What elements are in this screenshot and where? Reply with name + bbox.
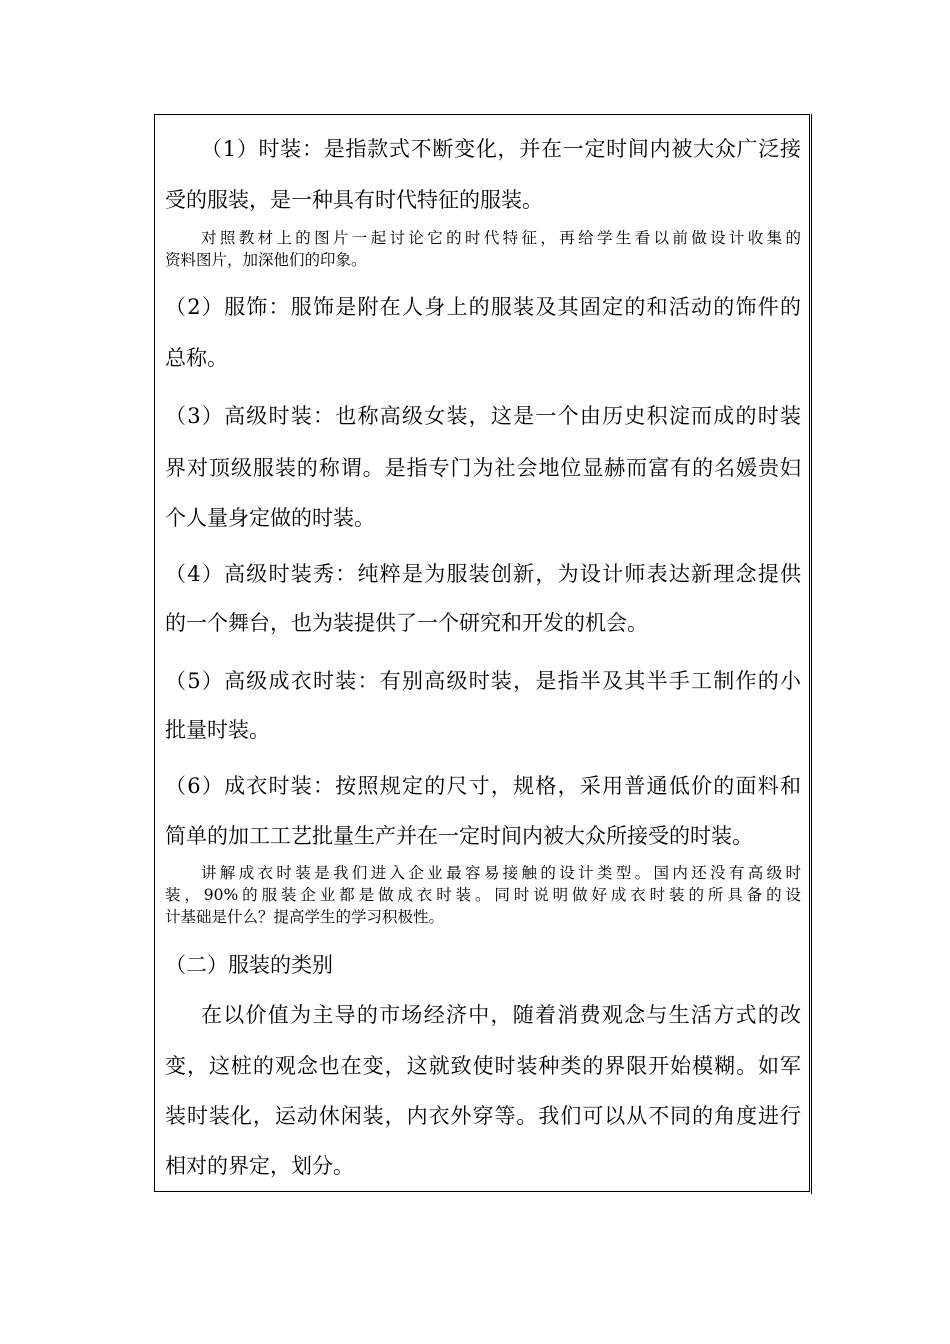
paragraph-accessories-line-1: （2）服饰：服饰是附在人身上的服装及其固定的和活动的饰件的 <box>165 295 801 319</box>
paragraph-ready-to-wear-line-2: 简单的加工工艺批量生产并在一定时间内被大众所接受的时装。 <box>165 824 753 848</box>
paragraph-fashion-line-1: （1）时装：是指款式不断变化，并在一定时间内被大众广泛接 <box>201 137 801 161</box>
paragraph-haute-couture-line-3: 个人量身定做的时装。 <box>165 506 375 530</box>
paragraph-couture-show-line-2: 的一个舞台，也为装提供了一个研究和开发的机会。 <box>165 611 648 635</box>
paragraph-couture-ready-line-1: （5）高级成衣时装：有别高级时装，是指半及其半手工制作的小 <box>165 669 801 693</box>
paragraph-categories-line-3: 装时装化，运动休闲装，内衣外穿等。我们可以从不同的角度进行 <box>165 1104 801 1128</box>
teaching-note-1-line-2: 资料图片，加深他们的印象。 <box>165 251 367 269</box>
paragraph-ready-to-wear-line-1: （6）成衣时装：按照规定的尺寸，规格，采用普通低价的面料和 <box>165 774 801 798</box>
section-heading-clothing-categories: （二）服装的类别 <box>165 953 333 977</box>
teaching-note-1-line-1: 对照教材上的图片一起讨论它的时代特征，再给学生看以前做设计收集的 <box>201 229 801 247</box>
teaching-note-2-line-2: 装，90%的服装企业都是做成衣时装。同时说明做好成衣时装的所具备的设 <box>165 886 801 904</box>
paragraph-categories-line-2: 变，这桩的观念也在变，这就致使时装种类的界限开始模糊。如军 <box>165 1054 801 1078</box>
paragraph-categories-line-1: 在以价值为主导的市场经济中，随着消费观念与生活方式的改 <box>201 1003 801 1027</box>
paragraph-couture-ready-line-2: 批量时装。 <box>165 718 270 742</box>
paragraph-categories-line-4: 相对的界定，划分。 <box>165 1154 354 1178</box>
content-table-cell <box>154 114 810 1192</box>
teaching-note-2-line-3: 计基础是什么？提高学生的学习积极性。 <box>165 908 445 926</box>
teaching-note-2-line-1: 讲解成衣时装是我们进入企业最容易接触的设计类型。国内还没有高级时 <box>201 864 801 882</box>
paragraph-haute-couture-line-2: 界对顶级服装的称谓。是指专门为社会地位显赫而富有的名媛贵妇 <box>165 456 801 480</box>
paragraph-fashion-line-2: 受的服装，是一种具有时代特征的服装。 <box>165 188 543 212</box>
paragraph-couture-show-line-1: （4）高级时装秀：纯粹是为服装创新，为设计师表达新理念提供 <box>165 562 801 586</box>
paragraph-accessories-line-2: 总称。 <box>165 346 228 370</box>
paragraph-haute-couture-line-1: （3）高级时装：也称高级女装，这是一个由历史积淀而成的时装 <box>165 404 801 428</box>
